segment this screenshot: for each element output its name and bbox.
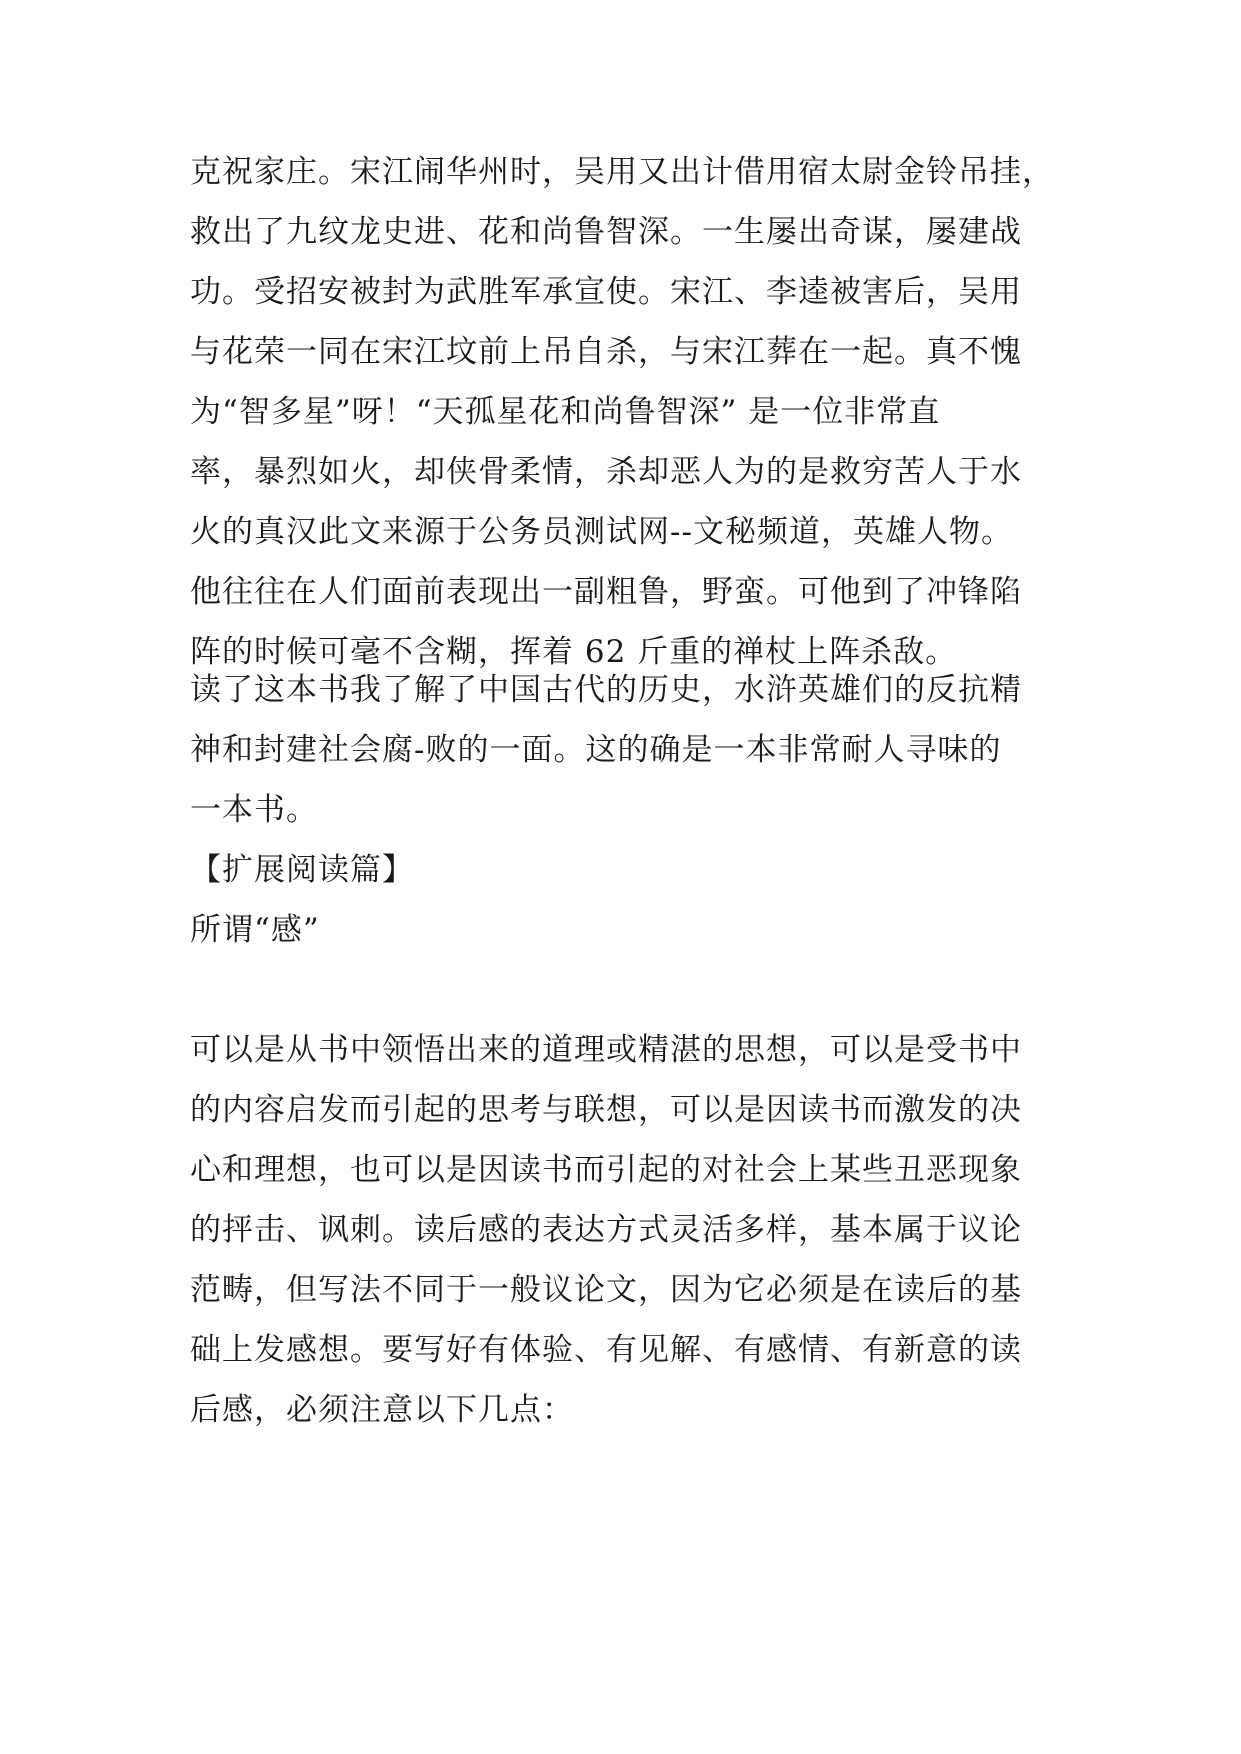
text-line: 心和理想，也可以是因读书而引起的对社会上某些丑恶现象 [190,1152,1022,1188]
text-line: 他往往在人们面前表现出一副粗鲁，野蛮。可他到了冲锋陷 [190,574,1022,610]
text-line: 范畴，但写法不同于一般议论文，因为它必须是在读后的基 [190,1272,1022,1308]
text-line: 础上发感想。要写好有体验、有见解、有感情、有新意的读 [190,1332,1022,1368]
text-line: 救出了九纹龙史进、花和尚鲁智深。一生屡出奇谋，屡建战 [190,214,1022,250]
section-heading: 【扩展阅读篇】 [190,852,414,888]
text-line: 的内容启发而引起的思考与联想，可以是因读书而激发的决 [190,1092,1022,1128]
text-line: 为“智多星”呀！“天孤星花和尚鲁智深” 是一位非常直 [190,394,941,430]
text-line: 的抨击、讽刺。读后感的表达方式灵活多样，基本属于议论 [190,1212,1022,1248]
text-line: 火的真汉此文来源于公务员测试网--文秘频道，英雄人物。 [190,514,1013,550]
paragraph-explanation [190,1020,1090,1440]
paragraph-heroes [190,142,1090,682]
text-line: 读了这本书我了解了中国古代的历史，水浒英雄们的反抗精 [190,672,1022,708]
text-line: 克祝家庄。宋江闹华州时，吴用又出计借用宿太尉金铃吊挂， [190,154,1054,190]
text-line: 神和封建社会腐-败的一面。这的确是一本非常耐人寻味的 [190,732,1002,768]
text-line: 后感，必须注意以下几点： [190,1392,574,1428]
paragraph-conclusion [190,660,1090,900]
subheading: 所谓“感” [190,912,320,948]
text-line: 一本书。 [190,792,318,828]
text-line: 与花荣一同在宋江坟前上吊自杀，与宋江葬在一起。真不愧 [190,334,1022,370]
text-line: 率，暴烈如火，却侠骨柔情，杀却恶人为的是救穷苦人于水 [190,454,1022,490]
text-line: 功。受招安被封为武胜军承宣使。宋江、李逵被害后，吴用 [190,274,1022,310]
paragraph-subheading [190,900,1090,960]
text-line: 可以是从书中领悟出来的道理或精湛的思想，可以是受书中 [190,1032,1022,1068]
text-line: 阵的时候可毫不含糊，挥着 62 斤重的禅杖上阵杀敌。 [190,634,958,670]
